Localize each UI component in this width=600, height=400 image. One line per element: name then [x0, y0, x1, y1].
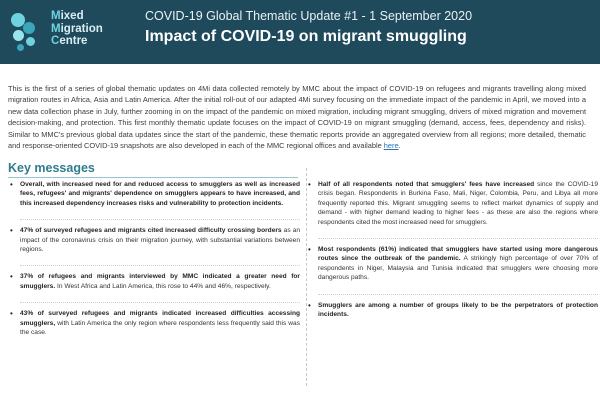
regional-snapshots-link[interactable]: here [383, 141, 399, 151]
item-separator [20, 265, 300, 266]
bullet-icon: • [10, 309, 13, 319]
column-divider [306, 168, 307, 386]
key-messages-right-column [308, 180, 598, 330]
report-subtitle: COVID-19 Global Thematic Update #1 - 1 September 2020 [145, 9, 473, 23]
logo-mark-icon [9, 10, 47, 54]
bullet-icon: • [308, 245, 311, 255]
bullet-icon: • [10, 272, 13, 282]
key-messages-heading: Key messages [8, 161, 95, 175]
key-message-item: • Most respondents (61%) indicated that smugglers have started using more dangerous routes since the outbreak of the pandemic. A strikingly high percentage of over 70% of respondents in Niger, Malaysia and Tunisia indicated that smugglers were choosing more dangerous paths. [308, 245, 598, 282]
report-title: Impact of COVID-19 on migrant smuggling [145, 28, 467, 45]
key-message-item: • 47% of surveyed refugees and migrants cited increased difficulty crossing borders as an impact of the coronavirus crisis on their migration journey, with substantial variations between regions. [10, 226, 301, 254]
logo-wordmark: Mixed Migration Centre [51, 10, 103, 47]
intro-text: This is the first of a series of global thematic updates on 4Mi data collected remotely by MMC about the impact of COVID-19 on refugees and migrants travelling along mixed migration routes in Africa, Asia and Latin America. After the initial roll-out of our adapted 4Mi survey focusing on the immediate impact of the pandemic in April, we moved into a new data collection phase in July, further zooming in on the impact of the pandemic on mixed migration, including migrant smuggling, drivers of mixed migration and movement decision-making, and protection. This first monthly thematic update focuses on the impact of COVID-19 on migrant smuggling (demand, access, fees, dependency and risks). Similar to MMC's previous global data updates since the start of the pandemic, these thematic reports provide an aggregated overview from all regions; more detailed, thematic and response-oriented COVID-19 snapshots are also developed in each of the MMC regional offices and available [8, 84, 586, 151]
bullet-icon: • [10, 180, 13, 189]
key-message-item: • Overall, with increased need for and reduced access to smugglers as well as increased fees, refugees' and migrants' dependence on smugglers appears to have increased, and this increased dependency increases risks and vulnerability to protection incidents. [10, 180, 300, 207]
key-message-item: • Smugglers are among a number of groups likely to be the perpetrators of protection incidents. [308, 300, 598, 319]
bullet-icon: • [10, 226, 13, 236]
heading-rule [8, 177, 298, 178]
mmc-logo [9, 10, 103, 54]
item-separator [20, 302, 300, 303]
key-message-item: • 37% of refugees and migrants interviewed by MMC indicated a greater need for smugglers. In West Africa and Latin America, this rose to 44% and 46%, respectively. [10, 272, 300, 290]
item-separator [20, 219, 300, 220]
bullet-icon: • [308, 300, 311, 310]
key-messages-left-column [10, 180, 301, 348]
item-separator [318, 294, 598, 295]
item-separator [318, 238, 598, 239]
report-header [0, 0, 600, 64]
intro-paragraph: This is the first of a series of global thematic updates on 4Mi data collected remotely by MMC about the impact of COVID-19 on refugees and migrants travelling along mixed migration routes in Africa, Asia and Latin America. After the initial roll-out of our adapted 4Mi survey focusing on the immediate impact of the pandemic in April, we moved into a new data collection phase in July, further zooming in on the impact of the pandemic on mixed migration, including migrant smuggling, drivers of mixed migration and movement decision-making, and protection. This first monthly thematic update focuses on the impact of COVID-19 on migrant smuggling (demand, access, fees, dependency and risks). Similar to MMC's previous global data updates since the start of the pandemic, these thematic reports provide an aggregated overview from all regions; more detailed, thematic and response-oriented COVID-19 snapshots are also developed in each of the MMC regional offices and available here. [8, 84, 586, 151]
bullet-icon: • [308, 180, 311, 189]
key-message-item: • 43% of surveyed refugees and migrants indicated increased difficulties accessing smugglers, with Latin America the only region where respondents less frequently said this was the case. [10, 309, 300, 337]
key-message-item: • Half of all respondents noted that smugglers' fees have increased since the COVID-19 crisis began. Respondents in Burkina Faso, Mali, Niger, Colombia, Peru, and Libya all more frequently reported this. Migrant smuggling seems to reflect market dynamics of supply and demand - with higher demand leading to higher fees - as these are also the regions where respondents cited the most increased need for smugglers. [308, 180, 598, 226]
